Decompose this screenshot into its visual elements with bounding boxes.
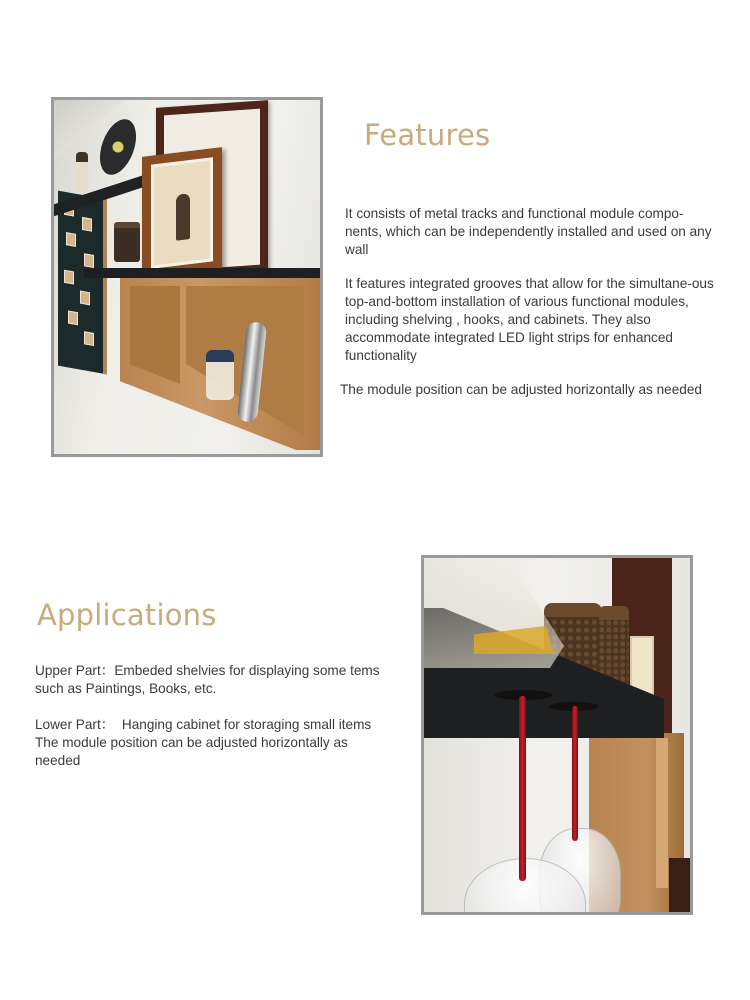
adjustment-note: The module position can be adjusted horizontally as needed (35, 735, 348, 768)
applications-product-photo (421, 555, 693, 915)
features-product-photo (51, 97, 323, 457)
lower-part-text: Hanging cabinet for storaging small items (121, 717, 372, 732)
features-paragraph-3: The module position can be adjusted horizontally as needed (340, 382, 702, 397)
lower-part-label: Lower Part： (35, 717, 115, 732)
red-glass-stem (519, 696, 526, 881)
memo-board (58, 191, 107, 375)
upper-part-description (35, 662, 405, 698)
lower-part-description (35, 716, 395, 770)
metal-track (84, 268, 323, 278)
red-glass-stem (572, 706, 578, 841)
picture-frame-small (142, 147, 222, 279)
features-heading: Features (364, 118, 491, 152)
upper-part-label: Upper Part： (35, 663, 115, 678)
applications-heading: Applications (37, 598, 217, 632)
features-paragraph-2: It features integrated grooves that allow for the simultane-ous top-and-bottom installation of various functional modules, including shelving , hooks, and cabinets. They also accommodate integrated LED light strips for enhanced functionality (345, 276, 714, 363)
upper-part-text: Embeded shelvies for displaying some tems such as Paintings, Books, etc. (35, 663, 380, 696)
features-paragraph-1: It consists of metal tracks and functional module compo-nents, which can be independently installed and used on any wall (345, 206, 712, 257)
